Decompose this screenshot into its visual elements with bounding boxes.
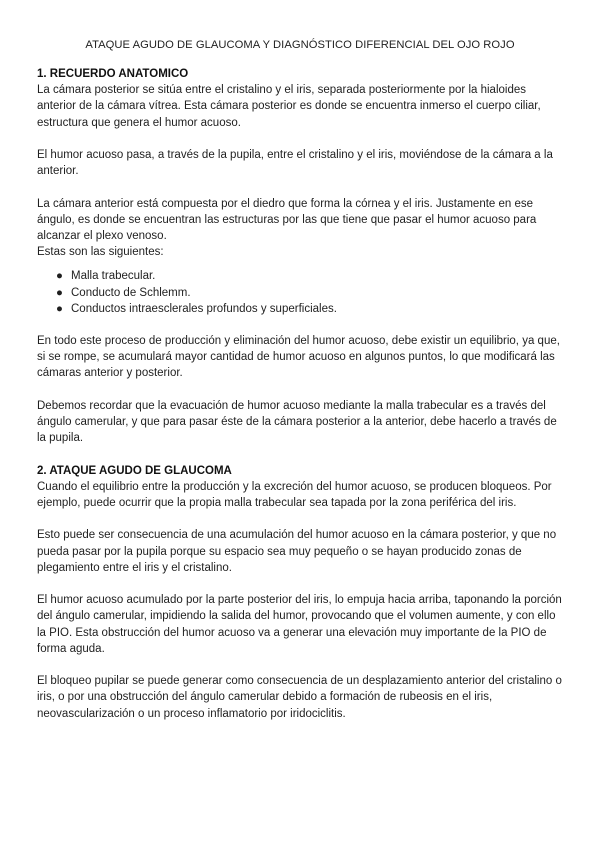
paragraph: Debemos recordar que la evacuación de humor acuoso mediante la malla trabecular es a través del ángulo camerular, y que para pasar éste de la cámara posterior a la anterior, debe hacerlo a través de la pupila. [37, 399, 557, 445]
bullet-icon: ● [56, 270, 63, 283]
paragraph: En todo este proceso de producción y eliminación del humor acuoso, debe existir un equilibrio, ya que, si se rompe, se acumulará mayor cantidad de humor acuoso en algunos puntos, lo que modificará las cámaras anterior y posterior. [37, 335, 560, 380]
bullet-icon: ● [56, 286, 63, 299]
list-item-text: Conducto de Schlemm. [71, 286, 191, 299]
paragraph: El humor acuoso pasa, a través de la pupila, entre el cristalino y el iris, moviéndose de la cámara a la anterior. [37, 149, 553, 178]
paragraph: El humor acuoso acumulado por la parte posterior del iris, lo empuja hacia arriba, taponando la porción del ángulo camerular, impidiendo la salida del humor, provocando que el volumen aumente, y con ello la PIO. Esta obstrucción del humor acuoso va a generar una elevación muy importante de la PIO de forma aguda. [37, 594, 562, 655]
paragraph: El bloqueo pupilar se puede generar como consecuencia de un desplazamiento anterior del cristalino o iris, o por una obstrucción del ángulo camerular debido a formación de rubeosis en el iris, neovascularización o un proceso inflamatorio por iridociclitis. [37, 675, 562, 720]
structures-list [37, 268, 565, 317]
section-heading-recuerdo-anatomico: 1. RECUERDO ANATOMICO [37, 68, 189, 80]
document-body [37, 66, 565, 738]
list-item-text: Conductos intraesclerales profundos y superficiales. [71, 302, 337, 315]
list-item [37, 268, 565, 284]
paragraph: La cámara anterior está compuesta por el diedro que forma la córnea y el iris. Justamente en ese ángulo, es donde se encuentran las estructuras por las que tiene que pasar el humor acuoso para alcanzar el plexo venoso. [37, 197, 537, 242]
list-item [37, 285, 565, 301]
section-heading-ataque-agudo: 2. ATAQUE AGUDO DE GLAUCOMA [37, 464, 232, 477]
paragraph: Esto puede ser consecuencia de una acumulación del humor acuoso en la cámara posterior, y que no pueda pasar por la pupila porque su espacio sea muy pequeño o se hayan producido zonas de plegamiento entre el iris y el cristalino. [37, 529, 557, 574]
list-item-text: Malla trabecular. [71, 270, 156, 283]
list-item [37, 301, 565, 317]
bullet-icon: ● [56, 302, 63, 315]
paragraph: Cuando el equilibrio entre la producción y la excreción del humor acuoso, se producen bloqueos. Por ejemplo, puede ocurrir que la propia malla trabecular sea tapada por la zona periférica del iris. [37, 480, 552, 510]
paragraph: Estas son las siguientes: [37, 246, 164, 259]
document-title: ATAQUE AGUDO DE GLAUCOMA Y DIAGNÓSTICO DIFERENCIAL DEL OJO ROJO [85, 39, 515, 51]
paragraph: La cámara posterior se sitúa entre el cristalino y el iris, separada posteriormente por la hialoides anterior de la cámara vítrea. Esta cámara posterior es donde se encuentra inmerso el cuerpo ciliar, estructura que genera el humor acuoso. [37, 84, 541, 129]
